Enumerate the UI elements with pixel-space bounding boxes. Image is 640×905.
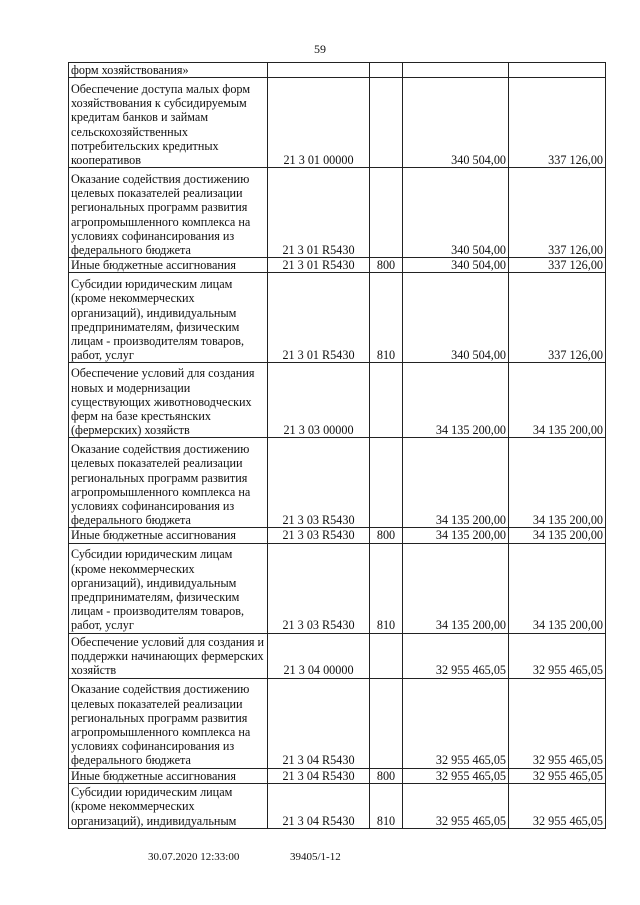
row-code: 21 3 03 R5430	[268, 543, 370, 633]
row-code: 21 3 01 R5430	[268, 273, 370, 363]
row-sum-2: 32 955 465,05	[509, 633, 606, 678]
row-sum-1: 34 135 200,00	[403, 543, 509, 633]
table-row	[69, 678, 606, 768]
table-row	[69, 258, 606, 273]
row-sum-2: 32 955 465,05	[509, 678, 606, 768]
table-row	[69, 543, 606, 633]
row-sum-2: 34 135 200,00	[509, 363, 606, 438]
row-code: 21 3 03 00000	[268, 363, 370, 438]
row-sum-1: 34 135 200,00	[403, 528, 509, 543]
row-sum-2: 337 126,00	[509, 273, 606, 363]
table-row	[69, 438, 606, 528]
page-number: 59	[314, 42, 326, 56]
row-expense-type: 800	[370, 258, 403, 273]
row-code: 21 3 01 00000	[268, 78, 370, 168]
row-expense-type	[370, 678, 403, 768]
table-row	[69, 168, 606, 258]
row-sum-2: 337 126,00	[509, 78, 606, 168]
row-description: Обеспечение доступа малых форм хозяйствования к субсидируемым кредитам банков и займам сельскохозяйственных потребительских кредитных кооперативов	[69, 78, 268, 168]
row-code: 21 3 04 R5430	[268, 783, 370, 828]
row-expense-type	[370, 63, 403, 78]
row-sum-1: 32 955 465,05	[403, 768, 509, 783]
footer-document-id: 39405/1-12	[290, 851, 341, 863]
row-code: 21 3 04 00000	[268, 633, 370, 678]
row-description: Оказание содействия достижению целевых показателей реализации региональных программ развития агропромышленного комплекса на условиях софинансирования из федерального бюджета	[69, 438, 268, 528]
row-description: форм хозяйствования»	[69, 63, 268, 78]
table-row	[69, 363, 606, 438]
row-code	[268, 63, 370, 78]
row-sum-2: 337 126,00	[509, 168, 606, 258]
row-sum-2: 32 955 465,05	[509, 783, 606, 828]
row-expense-type	[370, 363, 403, 438]
row-description: Иные бюджетные ассигнования	[69, 258, 268, 273]
footer-timestamp: 30.07.2020 12:33:00	[148, 851, 240, 863]
row-code: 21 3 04 R5430	[268, 678, 370, 768]
row-expense-type	[370, 78, 403, 168]
table-row	[69, 633, 606, 678]
row-description: Оказание содействия достижению целевых показателей реализации региональных программ развития агропромышленного комплекса на условиях софинансирования из федерального бюджета	[69, 168, 268, 258]
row-sum-1: 340 504,00	[403, 273, 509, 363]
row-sum-1	[403, 63, 509, 78]
row-sum-1: 34 135 200,00	[403, 363, 509, 438]
row-sum-1: 32 955 465,05	[403, 633, 509, 678]
row-expense-type	[370, 438, 403, 528]
row-description: Обеспечение условий для создания новых и модернизации существующих животноводческих ферм на базе крестьянских (фермерских) хозяйств	[69, 363, 268, 438]
row-code: 21 3 03 R5430	[268, 438, 370, 528]
row-sum-1: 340 504,00	[403, 78, 509, 168]
row-sum-2: 34 135 200,00	[509, 528, 606, 543]
row-sum-1: 32 955 465,05	[403, 678, 509, 768]
row-code: 21 3 01 R5430	[268, 258, 370, 273]
row-expense-type: 800	[370, 528, 403, 543]
row-sum-2	[509, 63, 606, 78]
table-row	[69, 273, 606, 363]
row-code: 21 3 01 R5430	[268, 168, 370, 258]
row-expense-type	[370, 633, 403, 678]
row-description: Иные бюджетные ассигнования	[69, 528, 268, 543]
row-code: 21 3 03 R5430	[268, 528, 370, 543]
table-row	[69, 783, 606, 828]
budget-table	[68, 62, 606, 829]
row-description: Субсидии юридическим лицам (кроме некоммерческих организаций), индивидуальным предпринимателям, физическим лицам - производителям товаров, работ, услуг	[69, 273, 268, 363]
row-code: 21 3 04 R5430	[268, 768, 370, 783]
row-expense-type: 800	[370, 768, 403, 783]
row-expense-type: 810	[370, 543, 403, 633]
row-description: Оказание содействия достижению целевых показателей реализации региональных программ развития агропромышленного комплекса на условиях софинансирования из федерального бюджета	[69, 678, 268, 768]
row-sum-1: 34 135 200,00	[403, 438, 509, 528]
row-description: Субсидии юридическим лицам (кроме некоммерческих организаций), индивидуальным предпринимателям, физическим лицам - производителям товаров, работ, услуг	[69, 543, 268, 633]
row-expense-type: 810	[370, 273, 403, 363]
row-sum-2: 34 135 200,00	[509, 438, 606, 528]
table-row	[69, 768, 606, 783]
row-description: Иные бюджетные ассигнования	[69, 768, 268, 783]
table-row	[69, 78, 606, 168]
row-description: Субсидии юридическим лицам (кроме некоммерческих организаций), индивидуальным	[69, 783, 268, 828]
row-sum-1: 340 504,00	[403, 168, 509, 258]
row-description: Обеспечение условий для создания и поддержки начинающих фермерских хозяйств	[69, 633, 268, 678]
row-sum-2: 32 955 465,05	[509, 768, 606, 783]
table-row	[69, 63, 606, 78]
row-expense-type: 810	[370, 783, 403, 828]
row-sum-1: 32 955 465,05	[403, 783, 509, 828]
row-sum-2: 34 135 200,00	[509, 543, 606, 633]
table-row	[69, 528, 606, 543]
row-sum-2: 337 126,00	[509, 258, 606, 273]
row-sum-1: 340 504,00	[403, 258, 509, 273]
row-expense-type	[370, 168, 403, 258]
